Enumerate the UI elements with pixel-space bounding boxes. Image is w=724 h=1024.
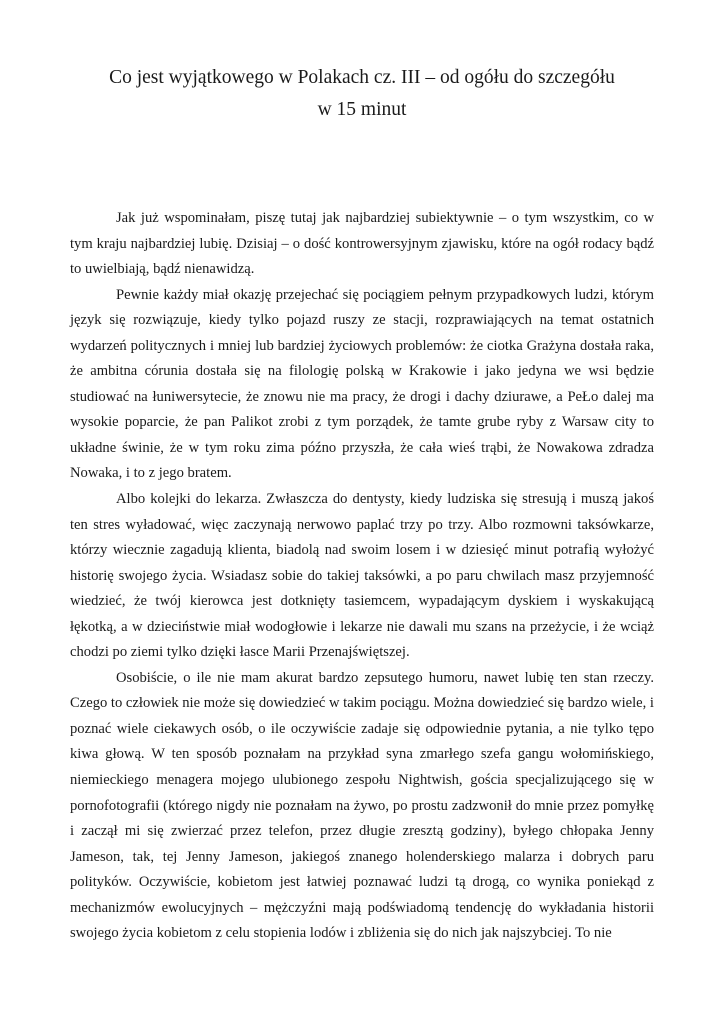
document-body [70,206,654,947]
paragraph-1: Jak już wspominałam, piszę tutaj jak najbardziej subiektywnie – o tym wszystkim, co w tym kraju najbardziej lubię. Dzisiaj – o dość kontrowersyjnym zjawisku, które na ogół rodacy bądź to uwielbiają, bądź nienawidzą. [70,210,654,278]
document-title [70,64,654,124]
paragraph-3: Albo kolejki do lekarza. Zwłaszcza do dentysty, kiedy ludziska się stresują i muszą jakoś ten stres wyładować, więc zaczynają nerwowo paplać trzy po trzy. Albo rozmowni taksówkarze, którzy wiecznie zagadują klienta, biadolą nad swoim losem i w dziesięć minut potrafią wyłożyć historię swojego życia. Wsiadasz sobie do takiej taksówki, a po paru chwilach masz przyjemność wiedzieć, że twój kierowca jest dotknięty tasiemcem, wypadającym dyskiem i wyskakującą łękotką, a w dzieciństwie miał wodogłowie i lekarze nie dawali mu szans na przeżycie, i że wciąż chodzi po ziemi tylko dzięki łasce Marii Przenajświętszej. [70,491,654,661]
title-line-2: w 15 minut [317,99,407,120]
paragraph-4: Osobiście, o ile nie mam akurat bardzo zepsutego humoru, nawet lubię ten stan rzeczy. Czego to człowiek nie może się dowiedzieć w takim pociągu. Można dowiedzieć się bardzo wiele, i poznać wiele ciekawych osób, o ile oczywiście zadaje się odpowiednie pytania, a nie tylko tępo kiwa głową. W ten sposób poznałam na przykład syna zmarłego szefa gangu wołomińskiego, niemieckiego menagera mojego ulubionego zespołu Nightwish, gościa specjalizującego się w pornofotografii (którego nigdy nie poznałam na żywo, po prostu zadzwonił do mnie przez pomyłkę i zaczął mi się zwierzać przez telefon, przez długie zresztą godziny), byłego chłopaka Jenny Jameson, tak, tej Jenny Jameson, jakiegoś znanego holenderskiego malarza i dobrych paru polityków. Oczywiście, kobietom jest łatwiej poznawać ludzi tą drogą, co wynika poniekąd z mechanizmów ewolucyjnych – mężczyźni mają podświadomą tendencję do wykładania historii swojego życia kobietom z celu stopienia lodów i zbliżenia się do nich jak najszybciej. To nie [70,669,654,942]
paragraph-2: Pewnie każdy miał okazję przejechać się pociągiem pełnym przypadkowych ludzi, którym język się rozwiązuje, kiedy tylko pojazd ruszy ze stacji, rozprawiających na temat ostatnich wydarzeń politycznych i mniej lub bardziej życiowych problemów: że ciotka Grażyna dostała raka, że ambitna córunia dostała się na filologię polską w Krakowie i jako jedyna we wsi będzie studiować na łuniwersytecie, że znowu nie ma pracy, że drogi i dachy dziurawe, a PeŁo dalej ma wysokie poparcie, że pan Palikot zrobi z tym porządek, że tamte grube ryby z Warsaw city to układne świnie, że w tym roku zima późno przyszła, że cała wieś trąbi, że Nowakowa zdradza Nowaka, i to z jego bratem. [70,286,654,482]
title-line-1: Co jest wyjątkowego w Polakach cz. III – od ogółu do szczegółu [109,67,615,88]
